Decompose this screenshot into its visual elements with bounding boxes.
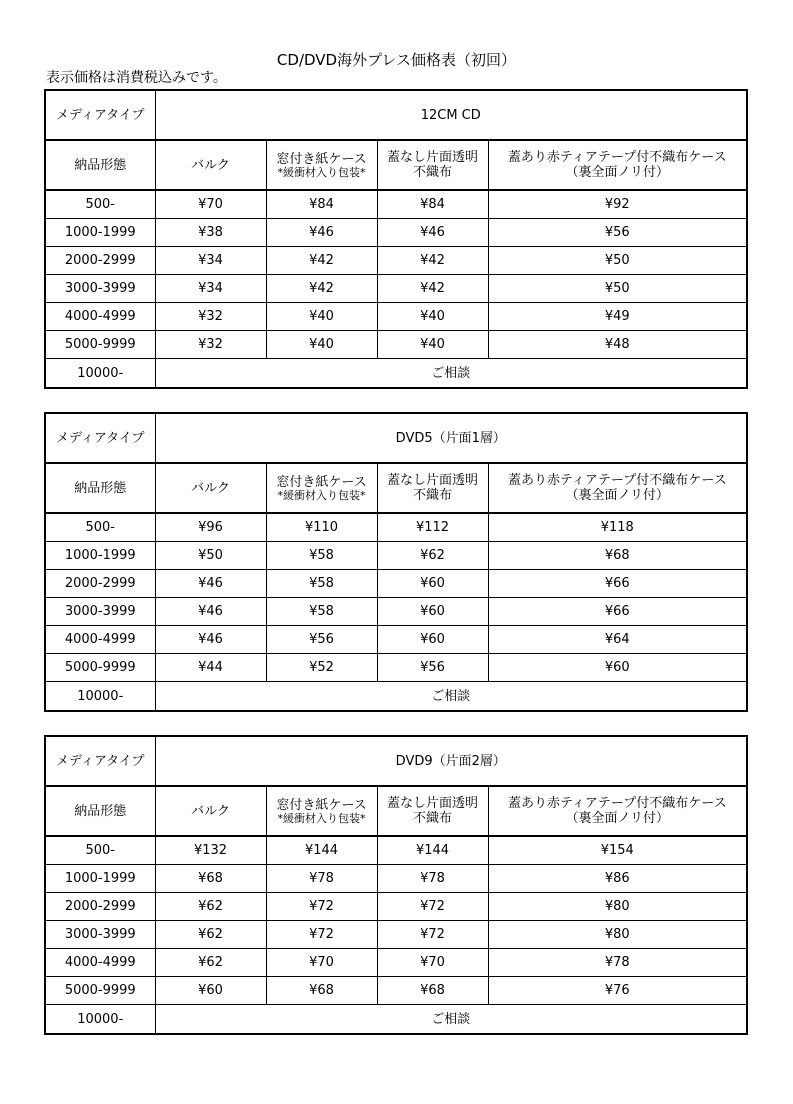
red-tape-price-cell: ¥92 bbox=[488, 190, 747, 219]
nonwoven-price-cell: ¥144 bbox=[377, 836, 488, 865]
media-type-label: メディアタイプ bbox=[45, 90, 155, 140]
media-type-row bbox=[45, 90, 747, 140]
table-row bbox=[45, 626, 747, 654]
quantity-cell: 5000-9999 bbox=[45, 654, 155, 682]
red-tape-price-cell: ¥50 bbox=[488, 247, 747, 275]
nonwoven-header bbox=[377, 140, 488, 190]
red-tape-price-cell: ¥49 bbox=[488, 303, 747, 331]
media-type-row bbox=[45, 736, 747, 786]
price-table-cd bbox=[44, 89, 748, 389]
window-case-header bbox=[266, 463, 377, 513]
quantity-cell: 3000-3999 bbox=[45, 921, 155, 949]
page-title: CD/DVD海外プレス価格表（初回） bbox=[276, 51, 517, 69]
window-case-price-cell: ¥70 bbox=[266, 949, 377, 977]
table-row bbox=[45, 331, 747, 359]
nonwoven-title: 蓋なし片面透明 bbox=[386, 473, 478, 488]
table-row bbox=[45, 654, 747, 682]
table-row bbox=[45, 865, 747, 893]
nonwoven-price-cell: ¥72 bbox=[377, 921, 488, 949]
bulk-price-cell: ¥62 bbox=[155, 921, 266, 949]
quantity-cell: 4000-4999 bbox=[45, 626, 155, 654]
nonwoven-price-cell: ¥70 bbox=[377, 949, 488, 977]
table-row bbox=[45, 190, 747, 219]
bulk-price-cell: ¥96 bbox=[155, 513, 266, 542]
window-case-price-cell: ¥78 bbox=[266, 865, 377, 893]
red-tape-price-cell: ¥66 bbox=[488, 570, 747, 598]
nonwoven-header bbox=[377, 786, 488, 836]
nonwoven-price-cell: ¥60 bbox=[377, 598, 488, 626]
window-case-price-cell: ¥52 bbox=[266, 654, 377, 682]
consult-row bbox=[45, 359, 747, 389]
bulk-header: バルク bbox=[155, 786, 266, 836]
nonwoven-price-cell: ¥40 bbox=[377, 331, 488, 359]
nonwoven-price-cell: ¥56 bbox=[377, 654, 488, 682]
red-tape-price-cell: ¥48 bbox=[488, 331, 747, 359]
window-case-header bbox=[266, 786, 377, 836]
window-case-price-cell: ¥72 bbox=[266, 893, 377, 921]
nonwoven-price-cell: ¥60 bbox=[377, 626, 488, 654]
red-tape-price-cell: ¥86 bbox=[488, 865, 747, 893]
column-header-row bbox=[45, 140, 747, 190]
table-row bbox=[45, 893, 747, 921]
consult-row bbox=[45, 1005, 747, 1035]
red-tape-price-cell: ¥60 bbox=[488, 654, 747, 682]
consult-row bbox=[45, 682, 747, 712]
bulk-price-cell: ¥62 bbox=[155, 949, 266, 977]
bulk-price-cell: ¥46 bbox=[155, 626, 266, 654]
red-tape-title: 蓋あり赤ティアテープ付不織布ケース bbox=[507, 796, 727, 811]
red-tape-price-cell: ¥56 bbox=[488, 219, 747, 247]
media-type-value: DVD5（片面1層） bbox=[155, 413, 747, 463]
window-case-price-cell: ¥46 bbox=[266, 219, 377, 247]
media-type-row bbox=[45, 413, 747, 463]
price-table-dvd9 bbox=[44, 735, 748, 1035]
table-row bbox=[45, 275, 747, 303]
nonwoven-price-cell: ¥112 bbox=[377, 513, 488, 542]
red-tape-price-cell: ¥154 bbox=[488, 836, 747, 865]
bulk-price-cell: ¥44 bbox=[155, 654, 266, 682]
consult-cell: ご相談 bbox=[155, 682, 747, 712]
red-tape-price-cell: ¥66 bbox=[488, 598, 747, 626]
red-tape-price-cell: ¥118 bbox=[488, 513, 747, 542]
red-tape-price-cell: ¥50 bbox=[488, 275, 747, 303]
price-table-dvd5 bbox=[44, 412, 748, 712]
window-case-price-cell: ¥42 bbox=[266, 275, 377, 303]
nonwoven-price-cell: ¥62 bbox=[377, 542, 488, 570]
quantity-cell: 5000-9999 bbox=[45, 331, 155, 359]
delivery-header: 納品形態 bbox=[45, 786, 155, 836]
consult-cell: ご相談 bbox=[155, 1005, 747, 1035]
nonwoven-title: 蓋なし片面透明 bbox=[386, 150, 478, 165]
window-case-price-cell: ¥144 bbox=[266, 836, 377, 865]
nonwoven-price-cell: ¥68 bbox=[377, 977, 488, 1005]
quantity-cell: 2000-2999 bbox=[45, 247, 155, 275]
bulk-price-cell: ¥34 bbox=[155, 247, 266, 275]
media-type-label: メディアタイプ bbox=[45, 413, 155, 463]
quantity-cell: 5000-9999 bbox=[45, 977, 155, 1005]
quantity-cell: 500- bbox=[45, 190, 155, 219]
window-case-subtitle: *緩衝材入り包装* bbox=[277, 165, 366, 179]
delivery-header: 納品形態 bbox=[45, 463, 155, 513]
bulk-header: バルク bbox=[155, 463, 266, 513]
table-row bbox=[45, 921, 747, 949]
quantity-cell: 3000-3999 bbox=[45, 275, 155, 303]
quantity-cell: 2000-2999 bbox=[45, 893, 155, 921]
bulk-price-cell: ¥34 bbox=[155, 275, 266, 303]
red-tape-subtitle: （裏全面ノリ付） bbox=[565, 165, 669, 180]
window-case-price-cell: ¥72 bbox=[266, 921, 377, 949]
window-case-price-cell: ¥58 bbox=[266, 598, 377, 626]
table-row bbox=[45, 570, 747, 598]
media-type-label: メディアタイプ bbox=[45, 736, 155, 786]
table-row bbox=[45, 949, 747, 977]
nonwoven-price-cell: ¥42 bbox=[377, 275, 488, 303]
red-tape-title: 蓋あり赤ティアテープ付不織布ケース bbox=[507, 473, 727, 488]
red-tape-subtitle: （裏全面ノリ付） bbox=[565, 488, 670, 503]
nonwoven-price-cell: ¥78 bbox=[377, 865, 488, 893]
window-case-subtitle: *緩衝材入り包装* bbox=[277, 488, 366, 502]
window-case-price-cell: ¥58 bbox=[266, 570, 377, 598]
nonwoven-price-cell: ¥72 bbox=[377, 893, 488, 921]
bulk-price-cell: ¥70 bbox=[155, 190, 266, 219]
quantity-cell: 1000-1999 bbox=[45, 865, 155, 893]
column-header-row bbox=[45, 786, 747, 836]
bulk-price-cell: ¥32 bbox=[155, 303, 266, 331]
table-row bbox=[45, 513, 747, 542]
table-row bbox=[45, 247, 747, 275]
quantity-cell: 4000-4999 bbox=[45, 949, 155, 977]
window-case-price-cell: ¥40 bbox=[266, 303, 377, 331]
table-row bbox=[45, 303, 747, 331]
bulk-price-cell: ¥60 bbox=[155, 977, 266, 1005]
nonwoven-price-cell: ¥40 bbox=[377, 303, 488, 331]
nonwoven-title: 蓋なし片面透明 bbox=[386, 796, 478, 811]
window-case-header bbox=[266, 140, 377, 190]
red-tape-header bbox=[488, 463, 747, 513]
bulk-price-cell: ¥68 bbox=[155, 865, 266, 893]
nonwoven-subtitle: 不織布 bbox=[412, 165, 452, 180]
consult-cell: ご相談 bbox=[155, 359, 747, 389]
nonwoven-price-cell: ¥60 bbox=[377, 570, 488, 598]
red-tape-title: 蓋あり赤ティアテープ付不織布ケース bbox=[507, 150, 727, 165]
window-case-title: 窓付き紙ケース bbox=[276, 151, 367, 167]
window-case-title: 窓付き紙ケース bbox=[276, 474, 367, 490]
window-case-price-cell: ¥56 bbox=[266, 626, 377, 654]
window-case-price-cell: ¥40 bbox=[266, 331, 377, 359]
bulk-price-cell: ¥132 bbox=[155, 836, 266, 865]
red-tape-price-cell: ¥78 bbox=[488, 949, 747, 977]
red-tape-price-cell: ¥80 bbox=[488, 921, 747, 949]
nonwoven-subtitle: 不織布 bbox=[412, 811, 452, 826]
tax-note: 表示価格は消費税込みです。 bbox=[46, 70, 227, 86]
quantity-cell: 3000-3999 bbox=[45, 598, 155, 626]
red-tape-price-cell: ¥68 bbox=[488, 542, 747, 570]
bulk-price-cell: ¥50 bbox=[155, 542, 266, 570]
table-row bbox=[45, 542, 747, 570]
bulk-price-cell: ¥62 bbox=[155, 893, 266, 921]
window-case-subtitle: *緩衝材入り包装* bbox=[277, 811, 366, 825]
quantity-cell: 10000- bbox=[45, 1005, 155, 1035]
table-row bbox=[45, 836, 747, 865]
quantity-cell: 10000- bbox=[45, 682, 155, 712]
delivery-header: 納品形態 bbox=[45, 140, 155, 190]
nonwoven-subtitle: 不織布 bbox=[412, 488, 452, 503]
red-tape-price-cell: ¥64 bbox=[488, 626, 747, 654]
nonwoven-price-cell: ¥46 bbox=[377, 219, 488, 247]
red-tape-header bbox=[488, 786, 747, 836]
red-tape-price-cell: ¥80 bbox=[488, 893, 747, 921]
bulk-price-cell: ¥46 bbox=[155, 598, 266, 626]
window-case-price-cell: ¥84 bbox=[266, 190, 377, 219]
red-tape-header bbox=[488, 140, 747, 190]
window-case-price-cell: ¥110 bbox=[266, 513, 377, 542]
red-tape-price-cell: ¥76 bbox=[488, 977, 747, 1005]
quantity-cell: 10000- bbox=[45, 359, 155, 389]
media-type-value: 12CM CD bbox=[155, 90, 747, 140]
quantity-cell: 500- bbox=[45, 836, 155, 865]
table-row bbox=[45, 977, 747, 1005]
media-type-value: DVD9（片面2層） bbox=[155, 736, 747, 786]
nonwoven-price-cell: ¥84 bbox=[377, 190, 488, 219]
bulk-header: バルク bbox=[155, 140, 266, 190]
window-case-price-cell: ¥68 bbox=[266, 977, 377, 1005]
window-case-price-cell: ¥42 bbox=[266, 247, 377, 275]
table-row bbox=[45, 219, 747, 247]
nonwoven-price-cell: ¥42 bbox=[377, 247, 488, 275]
column-header-row bbox=[45, 463, 747, 513]
quantity-cell: 4000-4999 bbox=[45, 303, 155, 331]
quantity-cell: 1000-1999 bbox=[45, 219, 155, 247]
quantity-cell: 1000-1999 bbox=[45, 542, 155, 570]
red-tape-subtitle: （裏全面ノリ付） bbox=[565, 811, 670, 826]
quantity-cell: 2000-2999 bbox=[45, 570, 155, 598]
window-case-price-cell: ¥58 bbox=[266, 542, 377, 570]
bulk-price-cell: ¥46 bbox=[155, 570, 266, 598]
table-row bbox=[45, 598, 747, 626]
bulk-price-cell: ¥32 bbox=[155, 331, 266, 359]
nonwoven-header bbox=[377, 463, 488, 513]
bulk-price-cell: ¥38 bbox=[155, 219, 266, 247]
quantity-cell: 500- bbox=[45, 513, 155, 542]
window-case-title: 窓付き紙ケース bbox=[276, 797, 367, 813]
